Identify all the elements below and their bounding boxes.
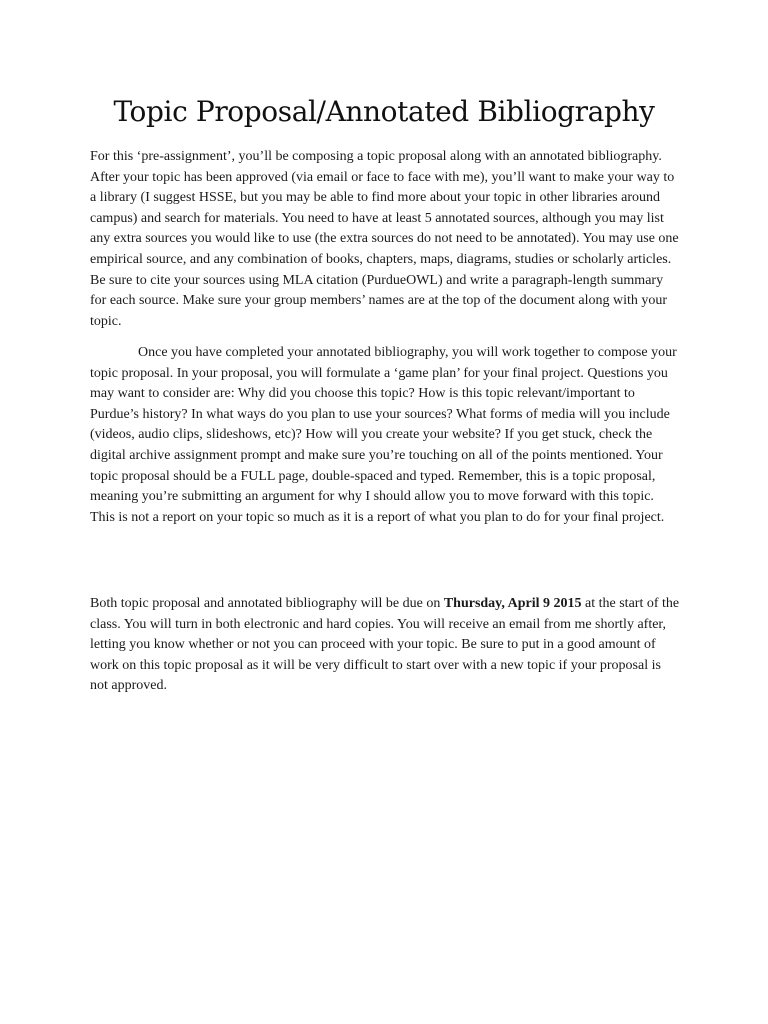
paragraph-topic-proposal: Once you have completed your annotated bibliography, you will work together to compose your topic proposal. In your proposal, you will formulate a ‘game plan’ for your final project. Questions you may want to consider are: Why did you choose this topic? How is this topic relevant/important to Purdue’s history? In what ways do you plan to use your sources? What forms of media will you include (videos, audio clips, slideshows, etc)? How will you create your website? If you get stuck, check the digital archive assignment prompt and make sure you’re touching on all of the points mentioned. Your topic proposal should be a FULL page, double-spaced and typed. Remember, this is a topic proposal, meaning you’re submitting an argument for why I should allow you to move forward with this topic. This is not a report on your topic so much as it is a report of what you plan to do for your final project. [90,345,677,525]
due-text-before: Both topic proposal and annotated bibliography will be due on [90,596,444,611]
due-text-after: at the start of the class. You will turn in both electronic and hard copies. You will receive an email from me shortly after, letting you know whether or not you can proceed with your topic. Be sure to put in a good amount of work on this topic proposal as it will be very difficult to start over with a new topic if your proposal is not approved. [90,596,680,694]
due-date: Thursday, April 9 2015 [443,596,582,611]
paragraph-due-date [90,594,680,697]
paragraph-instructions: For this ‘pre-assignment’, you’ll be composing a topic proposal along with an annotated bibliography. After your topic has been approved (via email or face to face with me), you’ll want to make your way to a library (I suggest HSSE, but you may be able to find more about your topic in other libraries around campus) and search for materials. You need to have at least 5 annotated sources, although you may list any extra sources you would like to use (the extra sources do not need to be annotated). You may use one empirical source, and any combination of books, chapters, maps, diagrams, studies or scholarly articles. Be sure to cite your sources using MLA citation (PurdueOWL) and write a paragraph-length summary for each source. Make sure your group members’ names are at the top of the document along with your topic. [90,149,679,329]
document-title: Topic Proposal/Annotated Bibliography [113,95,655,128]
